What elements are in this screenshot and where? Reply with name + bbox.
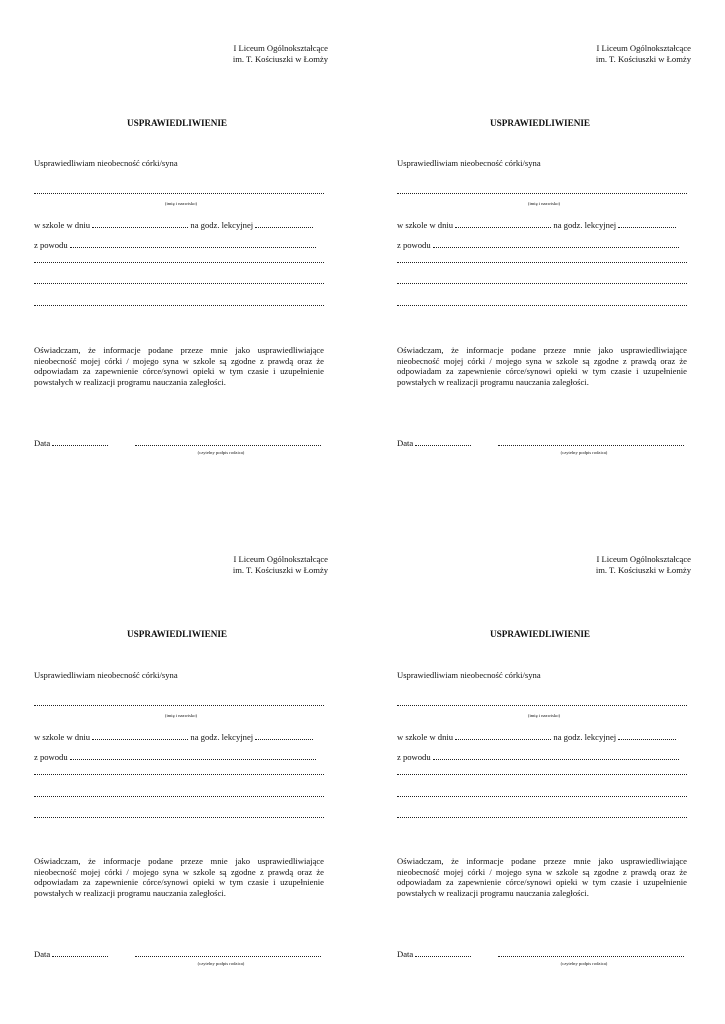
date-signature-row bbox=[34, 439, 328, 448]
lesson-hours-field[interactable] bbox=[618, 733, 676, 740]
absence-date-field[interactable] bbox=[92, 733, 188, 740]
signature-caption: (czytelny podpis rodzica) bbox=[197, 451, 245, 455]
reason-field[interactable] bbox=[70, 241, 316, 248]
student-name-caption: (imię i nazwisko) bbox=[164, 202, 198, 206]
parent-statement: Oświadczam, że informacje podane przeze mnie jako usprawiedliwiające nieobecność mojej córki / mojego syna w szkole są zgodne z prawdą oraz że odpowiadam za zapewnienie córce/synowi opieki w tym czasie i uzupełnienie powstałych w realizacji programu nauczania zaległości. bbox=[34, 856, 324, 898]
reason-field[interactable] bbox=[433, 753, 679, 760]
reason-line-3[interactable] bbox=[397, 795, 687, 797]
excuse-form-top-right bbox=[397, 0, 691, 490]
excuse-form-bottom-left bbox=[34, 511, 328, 1001]
date-label: Data bbox=[397, 950, 414, 959]
lesson-hours-label: na godz. lekcyjnej bbox=[190, 733, 254, 742]
absence-date-label: w szkole w dniu bbox=[397, 733, 454, 742]
reason-row bbox=[397, 753, 679, 762]
reason-label: z powodu bbox=[397, 753, 431, 762]
school-name-line1: I Liceum Ogólnokształcące bbox=[596, 554, 691, 564]
student-name-field[interactable] bbox=[34, 704, 324, 706]
form-title: USPRAWIEDLIWIENIE bbox=[127, 119, 228, 128]
absence-date-label: w szkole w dniu bbox=[397, 221, 454, 230]
school-name bbox=[233, 554, 328, 576]
date-label: Data bbox=[397, 439, 414, 448]
absence-date-row bbox=[34, 221, 313, 230]
reason-line-3[interactable] bbox=[34, 795, 324, 797]
signature-caption: (czytelny podpis rodzica) bbox=[560, 451, 608, 455]
form-title: USPRAWIEDLIWIENIE bbox=[490, 119, 591, 128]
signature-caption: (czytelny podpis rodzica) bbox=[197, 962, 245, 966]
parent-statement: Oświadczam, że informacje podane przeze mnie jako usprawiedliwiające nieobecność mojej córki / mojego syna w szkole są zgodne z prawdą oraz że odpowiadam za zapewnienie córce/synowi opieki w tym czasie i uzupełnienie powstałych w realizacji programu nauczania zaległości. bbox=[397, 345, 687, 387]
parent-statement: Oświadczam, że informacje podane przeze mnie jako usprawiedliwiające nieobecność mojej córki / mojego syna w szkole są zgodne z prawdą oraz że odpowiadam za zapewnienie córce/synowi opieki w tym czasie i uzupełnienie powstałych w realizacji programu nauczania zaległości. bbox=[34, 345, 324, 387]
date-field[interactable] bbox=[415, 439, 471, 446]
lesson-hours-label: na godz. lekcyjnej bbox=[553, 221, 617, 230]
excuse-form-bottom-right bbox=[397, 511, 691, 1001]
lesson-hours-label: na godz. lekcyjnej bbox=[190, 221, 254, 230]
absence-date-field[interactable] bbox=[455, 221, 551, 228]
reason-field[interactable] bbox=[433, 241, 679, 248]
intro-text: Usprawiedliwiam nieobecność córki/syna bbox=[397, 671, 541, 680]
student-name-caption: (imię i nazwisko) bbox=[164, 714, 198, 718]
reason-line-3[interactable] bbox=[34, 282, 324, 284]
school-name bbox=[596, 43, 691, 65]
school-name-line1: I Liceum Ogólnokształcące bbox=[233, 43, 328, 53]
reason-row bbox=[34, 753, 316, 762]
intro-text: Usprawiedliwiam nieobecność córki/syna bbox=[34, 159, 178, 168]
school-name-line2: im. T. Kościuszki w Łomży bbox=[595, 54, 691, 64]
parent-statement: Oświadczam, że informacje podane przeze mnie jako usprawiedliwiające nieobecność mojej córki / mojego syna w szkole są zgodne z prawdą oraz że odpowiadam za zapewnienie córce/synowi opieki w tym czasie i uzupełnienie powstałych w realizacji programu nauczania zaległości. bbox=[397, 856, 687, 898]
absence-date-row bbox=[34, 733, 313, 742]
signature-caption: (czytelny podpis rodzica) bbox=[560, 962, 608, 966]
reason-label: z powodu bbox=[34, 241, 68, 250]
date-field[interactable] bbox=[415, 950, 471, 957]
signature-field[interactable] bbox=[498, 950, 684, 957]
absence-date-row bbox=[397, 221, 676, 230]
reason-line-4[interactable] bbox=[34, 816, 324, 818]
absence-date-field[interactable] bbox=[92, 221, 188, 228]
absence-date-field[interactable] bbox=[455, 733, 551, 740]
school-name-line2: im. T. Kościuszki w Łomży bbox=[232, 565, 328, 575]
reason-label: z powodu bbox=[34, 753, 68, 762]
school-name bbox=[233, 43, 328, 65]
intro-text: Usprawiedliwiam nieobecność córki/syna bbox=[34, 671, 178, 680]
reason-line-2[interactable] bbox=[397, 773, 687, 775]
absence-date-label: w szkole w dniu bbox=[34, 221, 91, 230]
date-signature-row bbox=[397, 439, 691, 448]
reason-label: z powodu bbox=[397, 241, 431, 250]
absence-date-label: w szkole w dniu bbox=[34, 733, 91, 742]
date-signature-row bbox=[34, 950, 328, 959]
form-title: USPRAWIEDLIWIENIE bbox=[127, 630, 228, 639]
school-name bbox=[596, 554, 691, 576]
signature-field[interactable] bbox=[498, 439, 684, 446]
signature-field[interactable] bbox=[135, 950, 321, 957]
reason-row bbox=[397, 241, 679, 250]
lesson-hours-label: na godz. lekcyjnej bbox=[553, 733, 617, 742]
reason-line-4[interactable] bbox=[397, 816, 687, 818]
form-title: USPRAWIEDLIWIENIE bbox=[490, 630, 591, 639]
school-name-line2: im. T. Kościuszki w Łomży bbox=[232, 54, 328, 64]
reason-line-4[interactable] bbox=[34, 304, 324, 306]
school-name-line1: I Liceum Ogólnokształcące bbox=[596, 43, 691, 53]
date-signature-row bbox=[397, 950, 691, 959]
date-label: Data bbox=[34, 950, 51, 959]
student-name-field[interactable] bbox=[397, 192, 687, 194]
lesson-hours-field[interactable] bbox=[255, 221, 313, 228]
reason-field[interactable] bbox=[70, 753, 316, 760]
lesson-hours-field[interactable] bbox=[618, 221, 676, 228]
student-name-field[interactable] bbox=[397, 704, 687, 706]
student-name-caption: (imię i nazwisko) bbox=[527, 714, 561, 718]
absence-date-row bbox=[397, 733, 676, 742]
reason-line-2[interactable] bbox=[34, 261, 324, 263]
date-label: Data bbox=[34, 439, 51, 448]
date-field[interactable] bbox=[52, 439, 108, 446]
signature-field[interactable] bbox=[135, 439, 321, 446]
reason-row bbox=[34, 241, 316, 250]
date-field[interactable] bbox=[52, 950, 108, 957]
reason-line-2[interactable] bbox=[34, 773, 324, 775]
reason-line-4[interactable] bbox=[397, 304, 687, 306]
excuse-form-top-left bbox=[34, 0, 328, 490]
student-name-caption: (imię i nazwisko) bbox=[527, 202, 561, 206]
student-name-field[interactable] bbox=[34, 192, 324, 194]
school-name-line1: I Liceum Ogólnokształcące bbox=[233, 554, 328, 564]
intro-text: Usprawiedliwiam nieobecność córki/syna bbox=[397, 159, 541, 168]
reason-line-3[interactable] bbox=[397, 282, 687, 284]
reason-line-2[interactable] bbox=[397, 261, 687, 263]
school-name-line2: im. T. Kościuszki w Łomży bbox=[595, 565, 691, 575]
lesson-hours-field[interactable] bbox=[255, 733, 313, 740]
